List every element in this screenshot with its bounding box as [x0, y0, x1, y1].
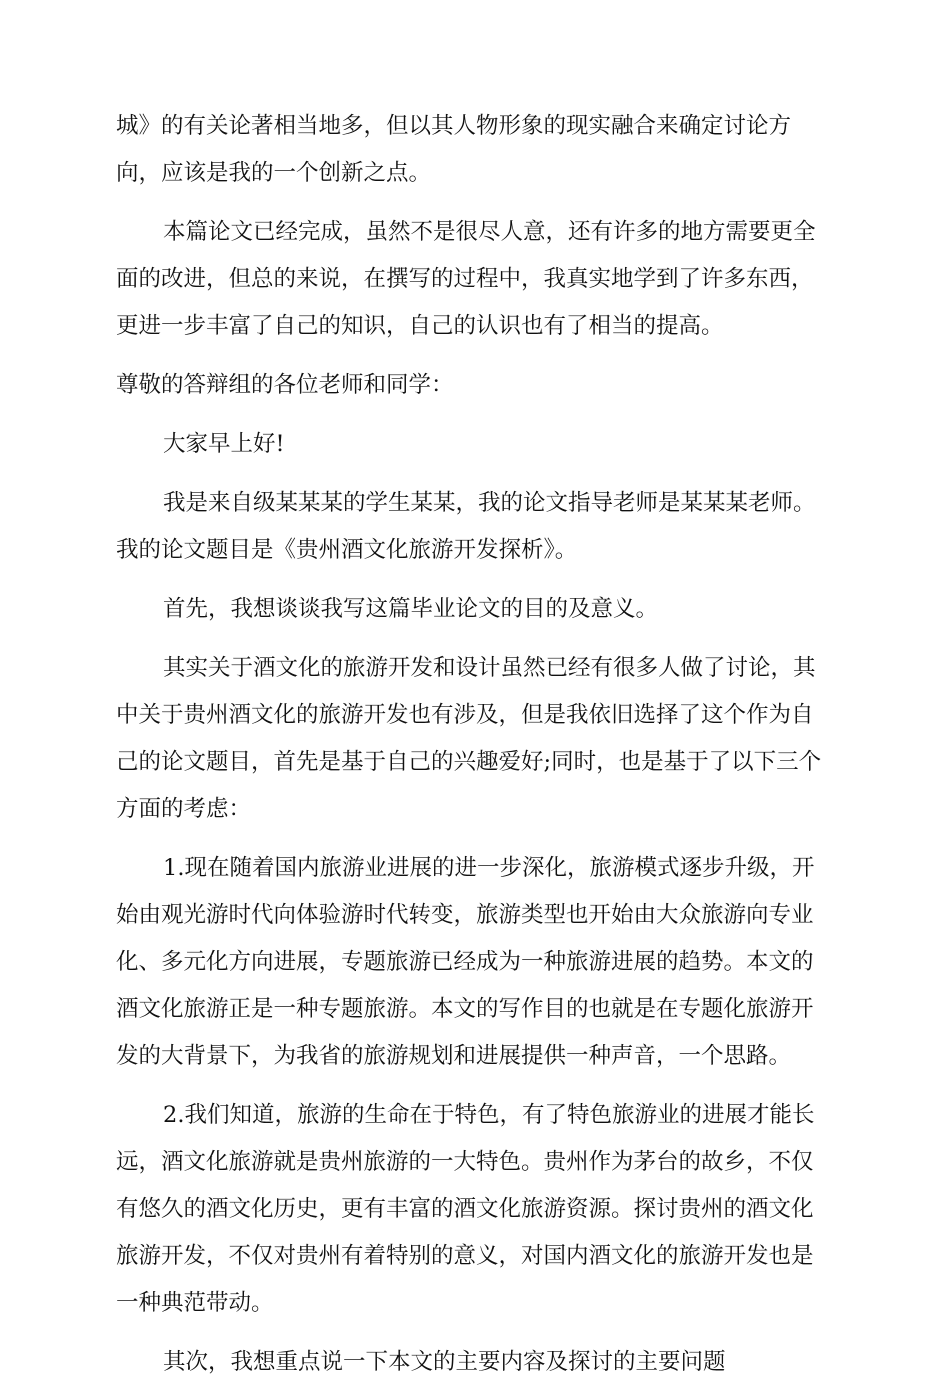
paragraph-10: 其次，我想重点说一下本文的主要内容及探讨的主要问题	[163, 1349, 726, 1375]
paragraph-7: 其实关于酒文化的旅游开发和设计虽然已经有很多人做了讨论，其中关于贵州酒文化的旅游开发也有涉及，但是我依旧选择了这个作为自己的论文题目，首先是基于自己的兴趣爱好;同时，也是基于了以下三个方面的考虑：	[116, 655, 822, 822]
paragraph-6: 首先，我想谈谈我写这篇毕业论文的目的及意义。	[163, 596, 659, 622]
paragraph-3-salutation: 尊敬的答辩组的各位老师和同学：	[116, 372, 454, 398]
paragraph-1: 城》的有关论著相当地多，但以其人物形象的现实融合来确定讨论方向，应该是我的一个创新之点。	[116, 113, 792, 186]
paragraph-2: 本篇论文已经完成，虽然不是很尽人意，还有许多的地方需要更全面的改进，但总的来说，在撰写的过程中，我真实地学到了许多东西，更进一步丰富了自己的知识，自己的认识也有了相当的提高。	[116, 219, 816, 339]
paragraph-9-point-2: 2.我们知道，旅游的生命在于特色，有了特色旅游业的进展才能长远，酒文化旅游就是贵州旅游的一大特色。贵州作为茅台的故乡，不仅有悠久的酒文化历史，更有丰富的酒文化旅游资源。探讨贵州的酒文化旅游开发，不仅对贵州有着特别的意义，对国内酒文化的旅游开发也是一种典范带动。	[116, 1102, 815, 1316]
document-body	[116, 103, 832, 1398]
paragraph-5: 我是来自级某某某的学生某某，我的论文指导老师是某某某老师。我的论文题目是《贵州酒文化旅游开发探析》。	[116, 490, 816, 563]
paragraph-8-point-1: 1.现在随着国内旅游业进展的进一步深化，旅游模式逐步升级，开始由观光游时代向体验游时代转变，旅游类型也开始由大众旅游向专业化、多元化方向进展，专题旅游已经成为一种旅游进展的趋势。本文的酒文化旅游正是一种专题旅游。本文的写作目的也就是在专题化旅游开发的大背景下，为我省的旅游规划和进展提供一种声音，一个思路。	[116, 855, 815, 1069]
paragraph-4-greeting: 大家早上好!	[163, 431, 285, 457]
